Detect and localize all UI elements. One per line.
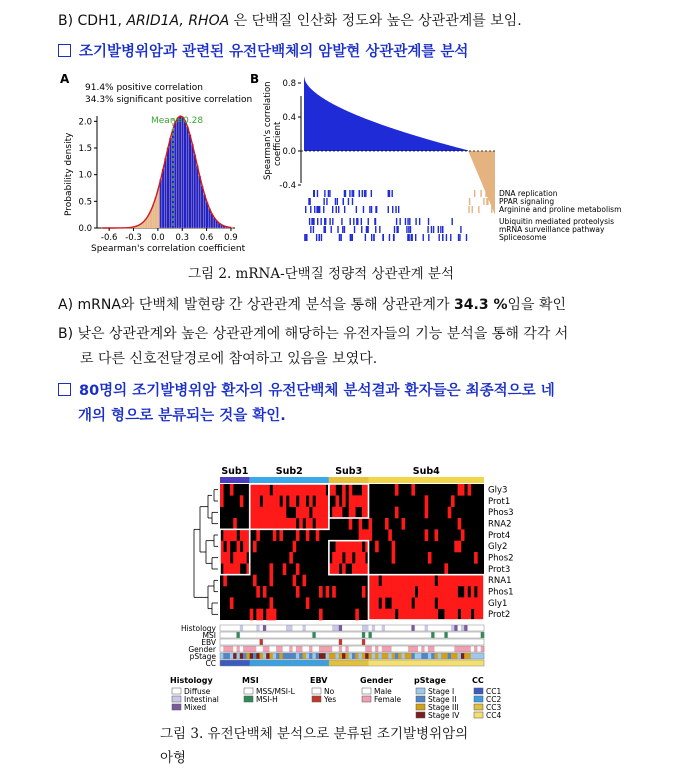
histogram-bar [174, 122, 176, 228]
legend-swatch [416, 712, 425, 718]
figure-2 [55, 68, 635, 258]
legend-swatch [416, 688, 425, 694]
panel-a-ylabel: Probability density [64, 132, 74, 216]
histogram-bar [157, 189, 159, 228]
legend-swatch [362, 688, 371, 694]
figure-3 [162, 462, 522, 720]
legend-group-title: EBV [310, 676, 328, 685]
legend-swatch [474, 712, 483, 718]
x-tick-label: 0.6 [199, 233, 214, 243]
square-bullet-icon [58, 44, 71, 57]
histogram-bar [201, 186, 203, 228]
legend-item-label: Stage III [428, 703, 459, 712]
legend-item-label: CC4 [486, 711, 502, 720]
histogram-bar [160, 179, 162, 228]
figure-3-caption-line2: 아형 [160, 750, 187, 766]
histogram-bar [181, 117, 183, 228]
heatmap-row-label: Gly2 [488, 542, 508, 553]
legend-item-label: Stage I [428, 687, 455, 696]
pathway-label: DNA replication [499, 189, 558, 198]
histogram-bar [169, 138, 171, 228]
subtype-label: Sub1 [221, 466, 249, 477]
figure-2-caption: 그림 2. mRNA-단백질 정량적 상관관계 분석 [188, 266, 454, 282]
legend-item-label: CC1 [486, 687, 502, 696]
heatmap-row-label: RNA2 [488, 519, 512, 530]
histogram-bar [189, 135, 191, 228]
panel-b-label: B [250, 72, 260, 86]
panel-a-annotation-2: 34.3% significant positive correlation [85, 95, 253, 105]
histogram-bar [198, 176, 200, 228]
heatmap-row-label: Gly1 [488, 598, 508, 609]
x-tick-label: -0.3 [125, 233, 142, 243]
histogram-bar [164, 158, 166, 228]
legend-item-label: Stage II [428, 695, 457, 704]
y-tick-label: 2.0 [78, 117, 92, 128]
y-tick-label: -0.4 [279, 181, 296, 191]
pathway-label: Arginine and proline metabolism [499, 205, 622, 214]
legend-item-label: Mixed [184, 703, 207, 712]
mean-label: Mean=0.28 [151, 116, 204, 126]
subtype-label: Sub2 [275, 466, 303, 477]
histogram-bar [186, 127, 188, 228]
legend-group-title: CC [472, 676, 484, 685]
y-tick-label: 0.5 [78, 197, 92, 208]
heatmap-row-label: Phos2 [488, 553, 514, 564]
legend-swatch [474, 704, 483, 710]
annotation-row-label: CC [205, 659, 216, 668]
legend-group-title: Gender [360, 676, 393, 685]
dendrogram [194, 490, 218, 615]
annotation-row-label: Gender [188, 645, 216, 654]
pathway-label: Spliceosome [499, 233, 547, 242]
pathway-label: PPAR signaling [499, 197, 555, 206]
heatmap-row-label: Prot1 [488, 496, 511, 507]
histogram-bar [196, 165, 198, 228]
section-heading-subtypes-line2: 개의 형으로 분류되는 것을 확인. [78, 408, 286, 424]
negative-correlation-area [468, 151, 495, 215]
legend-swatch [474, 696, 483, 702]
legend-item-label: MSS/MSI-L [256, 687, 295, 696]
histogram-bar [203, 194, 205, 228]
y-tick-label: 0.0 [78, 224, 92, 234]
subtype-bar [329, 477, 369, 483]
annotation-row-label: MSI [202, 631, 216, 640]
x-tick-label: -0.6 [100, 233, 118, 243]
histogram-bar [162, 169, 164, 228]
y-tick-label: 0.4 [282, 113, 296, 123]
positive-correlation-area [304, 76, 468, 151]
y-tick-label: 0.0 [282, 147, 296, 157]
legend-item-label: Stage IV [428, 711, 460, 720]
panel-a-xlabel: Spearman's correlation coefficient [91, 244, 246, 254]
legend-swatch [416, 704, 425, 710]
legend-swatch [244, 696, 253, 702]
section-heading-correlation: 조기발병위암과 관련된 유전단백체의 암발현 상관관계를 분석 [58, 40, 468, 61]
subtype-label: Sub3 [335, 466, 363, 477]
legend-item-label: Diffuse [184, 687, 211, 696]
legend-item-label: MSI-H [256, 695, 278, 704]
legend-item-label: Female [374, 695, 402, 704]
histogram-bar [184, 121, 186, 228]
square-bullet-icon [58, 383, 71, 396]
annotation-row-label: pStage [189, 652, 216, 661]
heatmap-row-label: Prot4 [488, 530, 511, 541]
paragraph-b-pathways-line2: 로 다른 신호전달경로에 참여하고 있음을 보였다. [80, 351, 378, 367]
pathway-gene-marks [304, 190, 492, 241]
legend-swatch [416, 696, 425, 702]
heatmap-row-label: Gly3 [488, 485, 508, 496]
section-heading-subtypes: 80명의 조기발병위암 환자의 유전단백체 분석결과 환자들은 최종적으로 네 [58, 379, 555, 400]
histogram-bar [194, 155, 196, 228]
legend-swatch [362, 696, 371, 702]
legend-item-label: No [324, 687, 335, 696]
panel-b-ylabel-1: Spearman's correlation [263, 81, 273, 180]
heatmap [220, 484, 484, 620]
legend-swatch [172, 696, 181, 702]
legend-item-label: Yes [324, 695, 337, 704]
x-tick-label: 0.0 [151, 233, 165, 243]
annotation-row-label: EBV [201, 638, 216, 647]
pathway-label: Ubiquitin mediated proteolysis [499, 217, 614, 226]
subtype-bar [220, 477, 250, 483]
histogram-bar [177, 118, 179, 228]
histogram-bar [179, 116, 181, 228]
heatmap-row-label: Prot3 [488, 564, 511, 575]
legend-item-label: CC3 [486, 703, 502, 712]
heatmap-row-label: Phos3 [488, 508, 514, 519]
figure-3-caption: 그림 3. 유전단백체 분석으로 분류된 조기발병위암의 [160, 726, 469, 742]
legend-swatch [172, 704, 181, 710]
legend-swatch [312, 688, 321, 694]
legend-item-label: CC2 [486, 695, 502, 704]
heatmap-row-label: RNA1 [488, 576, 512, 587]
histogram [101, 116, 233, 228]
panel-a-label: A [60, 72, 70, 86]
legend-item-label: Intestinal [184, 695, 219, 704]
pathway-label: mRNA surveillance pathway [499, 225, 605, 234]
histogram-bar [191, 144, 193, 228]
y-tick-label: 1.0 [78, 170, 92, 181]
paragraph-a-correlation: A) mRNA와 단백체 발현량 간 상관관계 분석을 통해 상관관계가 34.3 %임을 확인 [58, 297, 567, 313]
heatmap-row-label: Phos1 [488, 587, 514, 598]
paragraph-b-phosphorylation: B) CDH1, ARID1A, RHOA 은 단백질 인산화 정도와 높은 상관관계를 보임. [58, 13, 522, 29]
legend-swatch [244, 688, 253, 694]
legend-item-label: Male [374, 687, 392, 696]
legend-swatch [312, 696, 321, 702]
panel-a-annotation-1: 91.4% positive correlation [85, 83, 203, 93]
legend-swatch [474, 688, 483, 694]
correlation-waterfall [304, 76, 495, 215]
histogram-bar [167, 148, 169, 228]
y-tick-label: 1.5 [78, 144, 92, 154]
x-tick-label: 0.9 [224, 233, 238, 243]
legend-group-title: Histology [170, 676, 213, 685]
legend-swatch [172, 688, 181, 694]
subtype-label: Sub4 [412, 466, 440, 477]
paragraph-b-pathways: B) 낮은 상관관계와 높은 상관관계에 해당하는 유전자들의 기능 분석을 통해 각각 서 [58, 326, 569, 342]
x-tick-label: 0.3 [175, 233, 190, 243]
subtype-bar [369, 477, 485, 483]
legend-group-title: pStage [414, 676, 446, 685]
heatmap-row-label: Prot2 [488, 610, 511, 621]
panel-b-ylabel-2: coefficient [273, 121, 283, 166]
y-tick-label: 0.8 [282, 79, 296, 89]
list-marker: B) [58, 13, 74, 29]
annotation-row-label: Histology [180, 624, 216, 633]
subtype-bar [250, 477, 329, 483]
legend-group-title: MSI [242, 676, 259, 685]
